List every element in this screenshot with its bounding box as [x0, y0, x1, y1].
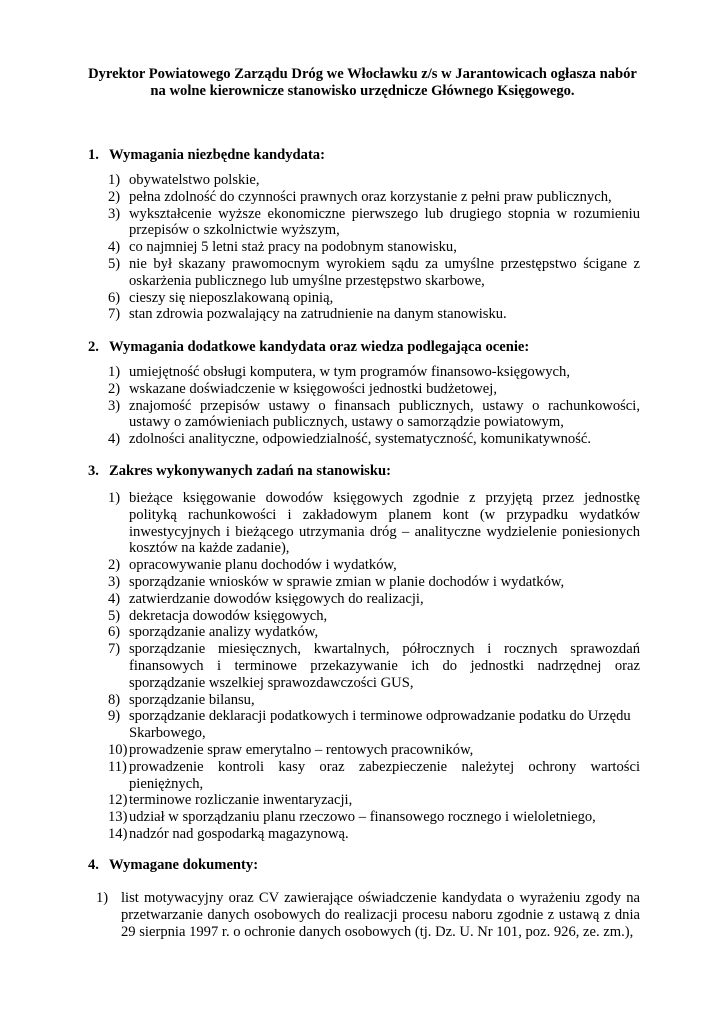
section-3-list: [108, 490, 640, 843]
section-2-list: [108, 364, 640, 448]
item-text: sporządzanie miesięcznych, kwartalnych, półrocznych i rocznych sprawozdań finansowych i terminowe przekazywanie ich do jednostki nadrzędnej oraz sporządzanie wszelkiej sprawozdawczości GUS,: [129, 641, 640, 691]
item-text: prowadzenie spraw emerytalno – rentowych pracowników,: [129, 741, 474, 758]
item-number: 12): [108, 792, 128, 809]
title-line-2: na wolne kierownicze stanowisko urzędnicze Głównego Księgowego.: [150, 83, 575, 99]
item-number: 8): [108, 691, 121, 708]
item-number: 3): [108, 397, 121, 414]
item-text: cieszy się nieposzlakowaną opinią,: [129, 289, 334, 306]
item-number: 4): [108, 431, 121, 448]
document-title: [70, 66, 655, 100]
item-number: 7): [108, 306, 121, 323]
list-item: [108, 431, 640, 448]
section-4-heading: [88, 857, 258, 874]
item-number: 9): [108, 708, 121, 725]
item-number: 11): [108, 758, 127, 775]
item-text: list motywacyjny oraz CV zawierające oświadczenie kandydata o wyrażeniu zgody na przetwarzanie danych osobowych do realizacji procesu naboru zgodnie z ustawą z dnia 29 sierpnia 1997 r. o ochronie danych osobowych (tj. Dz. U. Nr 101, poz. 926, ze. zm.),: [121, 890, 640, 940]
list-item: [108, 792, 640, 809]
item-text: opracowywanie planu dochodów i wydatków,: [129, 557, 397, 574]
section-1-heading: [88, 147, 325, 164]
item-text: zatwierdzanie dowodów księgowych do realizacji,: [129, 590, 424, 607]
list-item: [108, 624, 640, 641]
item-text: znajomość przepisów ustawy o finansach publicznych, ustawy o rachunkowości, ustawy o zamówieniach publicznych, ustawy o samorządzie powiatowym,: [129, 397, 640, 431]
section-title: Wymagane dokumenty:: [109, 857, 259, 873]
list-item: [108, 708, 640, 742]
list-item: [108, 591, 640, 608]
item-number: 7): [108, 641, 121, 658]
list-item: [108, 239, 640, 256]
item-number: 2): [108, 380, 121, 397]
list-item: [108, 290, 640, 307]
item-number: 3): [108, 573, 121, 590]
item-text: wykształcenie wyższe ekonomiczne pierwszego lub drugiego stopnia w rozumieniu przepisów o szkolnictwie wyższym,: [129, 205, 640, 239]
item-number: 4): [108, 239, 121, 256]
item-number: 5): [108, 607, 121, 624]
list-item: [108, 172, 640, 189]
list-item: [108, 826, 640, 843]
item-text: obywatelstwo polskie,: [129, 172, 260, 188]
item-text: terminowe rozliczanie inwentaryzacji,: [129, 792, 353, 809]
list-item: [108, 692, 640, 709]
list-item: [108, 608, 640, 625]
section-number: 4.: [88, 857, 99, 873]
list-item: [96, 890, 640, 940]
item-number: 13): [108, 809, 128, 826]
section-number: 1.: [88, 147, 99, 163]
item-text: wskazane doświadczenie w księgowości jednostki budżetowej,: [129, 380, 497, 397]
item-number: 3): [108, 205, 121, 222]
section-title: Zakres wykonywanych zadań na stanowisku:: [109, 463, 391, 479]
item-text: stan zdrowia pozwalający na zatrudnienie na danym stanowisku.: [129, 306, 507, 323]
item-number: 1): [96, 890, 109, 906]
item-text: bieżące księgowanie dowodów księgowych zgodnie z przyjętą przez jednostkę polityką rachunkowości i zakładowym planem kont (w przypadku wydatków inwestycyjnych i bieżącego utrzymania dróg – analityczne wydzielenie poniesionych kosztów na każde zadanie),: [129, 490, 640, 557]
item-number: 5): [108, 255, 121, 272]
section-3-heading: [88, 463, 391, 480]
item-text: nadzór nad gospodarką magazynową.: [129, 825, 349, 842]
item-number: 4): [108, 590, 121, 607]
item-text: dekretacja dowodów księgowych,: [129, 607, 328, 624]
list-item: [108, 189, 640, 206]
list-item: [108, 206, 640, 240]
list-item: [108, 641, 640, 691]
item-text: sporządzanie wniosków w sprawie zmian w planie dochodów i wydatków,: [129, 573, 565, 590]
list-item: [108, 490, 640, 557]
list-item: [108, 809, 640, 826]
list-item: [108, 364, 640, 381]
section-title: Wymagania dodatkowe kandydata oraz wiedza podlegająca ocenie:: [109, 339, 530, 355]
section-4-list: [96, 890, 640, 940]
list-item: [108, 398, 640, 432]
list-item: [108, 381, 640, 398]
list-item: [108, 256, 640, 290]
item-text: umiejętność obsługi komputera, w tym programów finansowo-księgowych,: [129, 364, 570, 380]
item-text: prowadzenie kontroli kasy oraz zabezpieczenie należytej ochrony wartości pieniężnych,: [129, 758, 640, 792]
list-item: [108, 574, 640, 591]
item-number: 14): [108, 825, 128, 842]
item-number: 6): [108, 624, 121, 641]
item-number: 2): [108, 557, 121, 574]
section-title: Wymagania niezbędne kandydata:: [109, 147, 325, 163]
item-number: 1): [108, 490, 121, 506]
section-1-list: [108, 172, 640, 323]
item-number: 10): [108, 741, 128, 758]
title-line-1: Dyrektor Powiatowego Zarządu Dróg we Włocławku z/s w Jarantowicach ogłasza nabór: [88, 66, 637, 82]
item-text: sporządzanie bilansu,: [129, 691, 255, 708]
item-number: 1): [108, 172, 121, 188]
list-item: [108, 742, 640, 759]
item-number: 6): [108, 289, 121, 306]
item-number: 2): [108, 188, 121, 205]
item-number: 1): [108, 364, 121, 380]
section-2-heading: [88, 339, 529, 356]
item-text: zdolności analityczne, odpowiedzialność, systematyczność, komunikatywność.: [129, 431, 592, 448]
item-text: sporządzanie deklaracji podatkowych i terminowe odprowadzanie podatku do Urzędu Skarbowego,: [129, 708, 631, 742]
list-item: [108, 306, 640, 323]
list-item: [108, 557, 640, 574]
item-text: sporządzanie analizy wydatków,: [129, 624, 319, 641]
section-number: 2.: [88, 339, 99, 355]
item-text: nie był skazany prawomocnym wyrokiem sądu za umyślne przestępstwo ścigane z oskarżenia publicznego lub umyślne przestępstwo skarbowe,: [129, 255, 640, 289]
item-text: udział w sporządzaniu planu rzeczowo – finansowego rocznego i wieloletniego,: [129, 809, 596, 826]
list-item: [108, 759, 640, 793]
item-text: co najmniej 5 letni staż pracy na podobnym stanowisku,: [129, 239, 457, 256]
item-text: pełna zdolność do czynności prawnych oraz korzystanie z pełni praw publicznych,: [129, 188, 612, 205]
section-number: 3.: [88, 463, 99, 479]
